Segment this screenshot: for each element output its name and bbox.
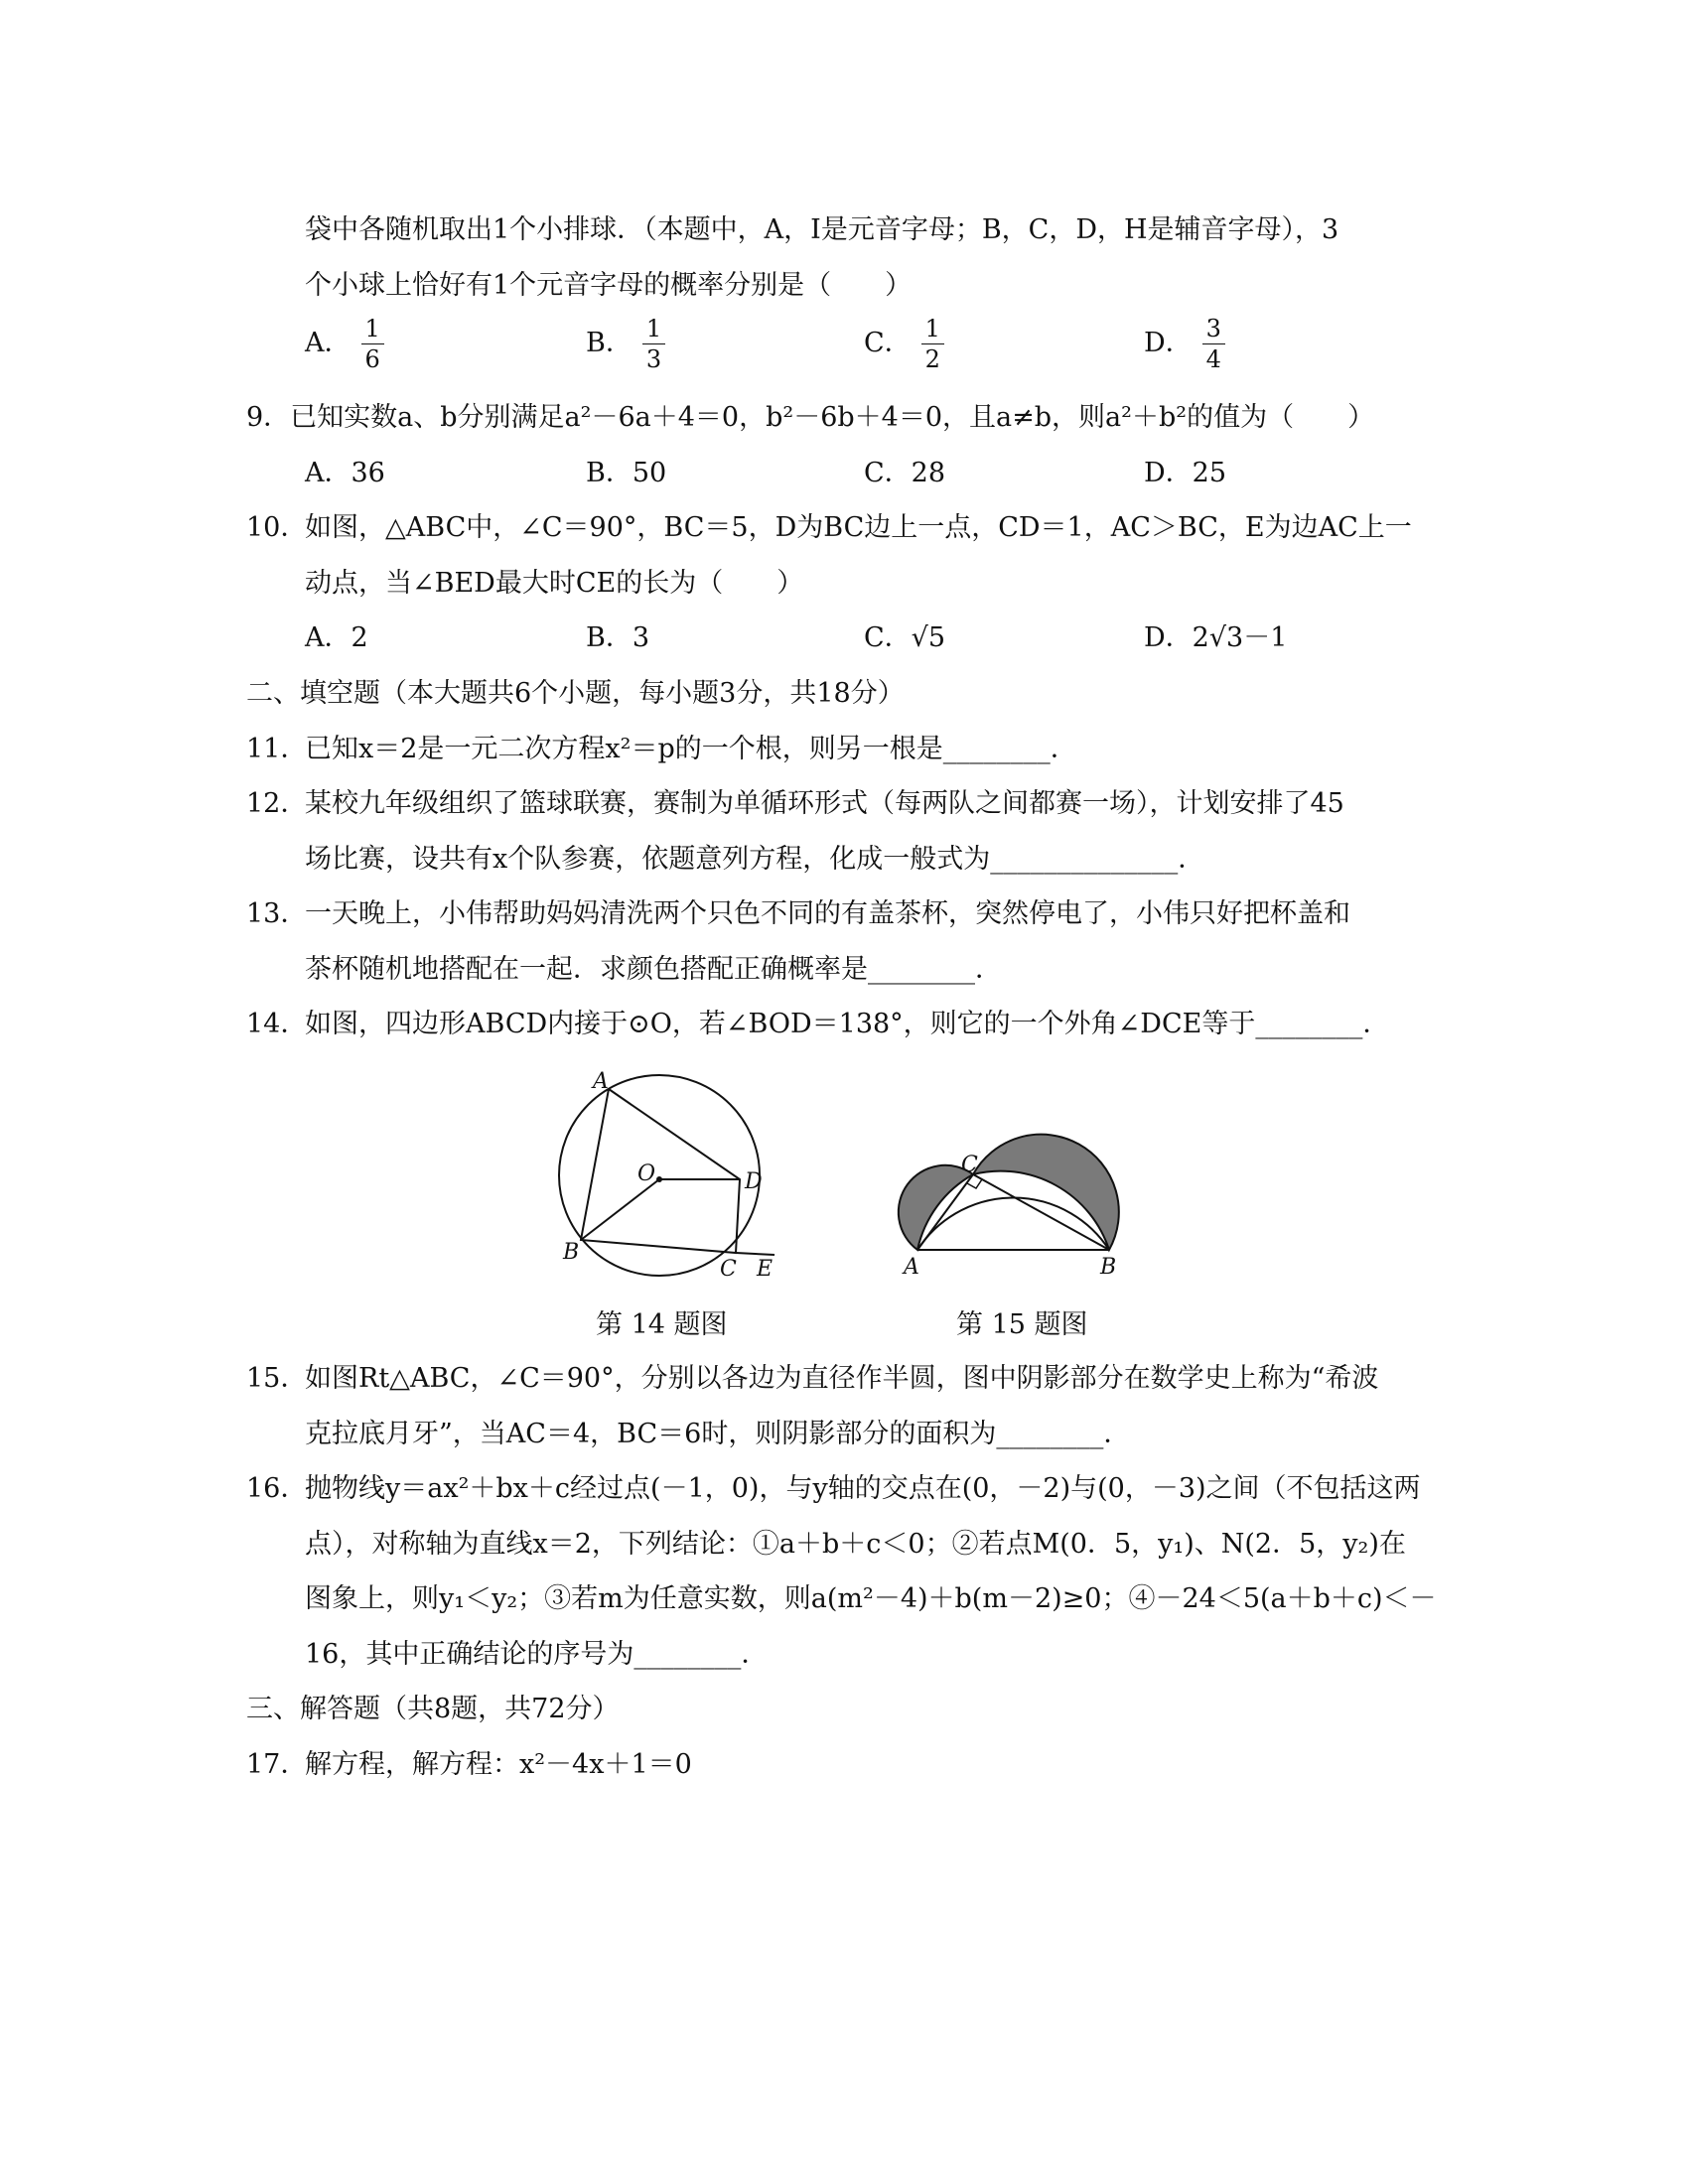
fraction: $\frac{3}{4}$ — [1202, 314, 1225, 374]
q8-line2: 个小球上恰好有1个元音字母的概率分别是（ ） — [305, 270, 913, 301]
q15-number: 15． — [246, 1363, 308, 1394]
figure-15-caption: 第 15 题图 — [956, 1309, 1088, 1340]
q14-line1: 如图，四边形ABCD内接于⊙O，若∠BOD＝138°，则它的一个外角∠DCE等于________． — [305, 1009, 1390, 1039]
section-2-heading: 二、填空题（本大题共6个小题，每小题3分，共18分） — [246, 678, 905, 709]
q16-line4: 16，其中正确结论的序号为________． — [305, 1639, 769, 1670]
lune-ac — [899, 1165, 973, 1250]
label-a: A — [904, 1255, 919, 1280]
q9-option-b: B．50 — [586, 458, 667, 488]
q15-line1: 如图Rt△ABC，∠C＝90°，分别以各边为直径作半圆，图中阴影部分在数学史上称为“希波 — [305, 1363, 1379, 1394]
center-dot — [656, 1176, 662, 1182]
q8-option-b: B． $\frac{1}{3}$ — [586, 314, 665, 374]
label-c: C — [720, 1257, 737, 1282]
q13-line1: 一天晚上，小伟帮助妈妈清洗两个只色不同的有盖茶杯，突然停电了，小伟只好把杯盖和 — [305, 898, 1350, 929]
q16-number: 16． — [246, 1473, 308, 1504]
figure-15 — [874, 1117, 1132, 1291]
q15-line2: 克拉底月牙”，当AC＝4，BC＝6时，则阴影部分的面积为________． — [305, 1419, 1131, 1449]
label-d: D — [745, 1169, 763, 1194]
q9-line1: 9．已知实数a、b分别满足a²－6a＋4＝0，b²－6b＋4＝0，且a≠b，则a²＋b²的值为（ ） — [246, 402, 1375, 433]
q10-number: 10． — [246, 512, 308, 543]
q8-option-d: D． $\frac{3}{4}$ — [1144, 314, 1225, 374]
q12-line1: 某校九年级组织了篮球联赛，赛制为单循环形式（每两队之间都赛一场），计划安排了45 — [305, 788, 1344, 819]
lune-bc — [973, 1135, 1119, 1250]
q13-number: 13． — [246, 898, 308, 929]
quadrilateral-abcd — [581, 1089, 740, 1253]
label-o: O — [637, 1161, 656, 1186]
section-3-heading: 三、解答题（共8题，共72分） — [246, 1694, 620, 1724]
q11-line1: 已知x＝2是一元二次方程x²＝p的一个根，则另一根是________． — [305, 734, 1077, 764]
label-a: A — [593, 1069, 609, 1094]
q16-line1: 抛物线y＝ax²＋bx＋c经过点(－1，0)，与y轴的交点在(0，－2)与(0，－3)之间（不包括这两 — [305, 1473, 1421, 1504]
label-c: C — [961, 1153, 978, 1177]
segment-ob — [581, 1179, 659, 1240]
q12-line2: 场比赛，设共有x个队参赛，依题意列方程，化成一般式为______________． — [305, 844, 1205, 875]
figure-14-caption: 第 14 题图 — [596, 1309, 728, 1340]
q12-number: 12． — [246, 788, 308, 819]
q16-line3: 图象上，则y₁＜y₂；③若m为任意实数，则a(m²－4)＋b(m－2)≥0；④－24＜5(a＋b＋c)＜－ — [305, 1583, 1437, 1614]
fraction: $\frac{1}{3}$ — [642, 314, 665, 374]
q8-line1: 袋中各随机取出1个小排球．（本题中，A，I是元音字母；B，C，D，H是辅音字母），3 — [305, 214, 1339, 245]
q10-option-a: A．2 — [305, 622, 368, 653]
q10-line2: 动点，当∠BED最大时CE的长为（ ） — [305, 568, 804, 599]
fraction: $\frac{1}{2}$ — [921, 314, 944, 374]
extension-ce — [736, 1253, 774, 1255]
label-b: B — [1100, 1255, 1117, 1280]
q10-line1: 如图，△ABC中，∠C＝90°，BC＝5，D为BC边上一点，CD＝1，AC＞BC，E为边AC上一 — [305, 512, 1412, 543]
q16-line2: 点），对称轴为直线x＝2，下列结论：①a＋b＋c＜0；②若点M(0．5，y₁)、N(2．5，y₂)在 — [305, 1529, 1406, 1560]
q9-option-d: D．25 — [1144, 458, 1227, 488]
label-b: B — [563, 1240, 580, 1265]
q13-line2: 茶杯随机地搭配在一起．求颜色搭配正确概率是________． — [305, 954, 1002, 985]
q10-option-d: D．2√3－1 — [1144, 622, 1288, 653]
q9-option-c: C．28 — [864, 458, 946, 488]
q8-option-a: A． $\frac{1}{6}$ — [305, 314, 384, 374]
q11-number: 11． — [246, 734, 308, 764]
q9-option-a: A．36 — [305, 458, 385, 488]
q17-number: 17． — [246, 1749, 308, 1780]
q10-option-b: B．3 — [586, 622, 650, 653]
q17-line1: 解方程，解方程：x²－4x＋1＝0 — [305, 1749, 692, 1780]
q8-option-c: C． $\frac{1}{2}$ — [864, 314, 944, 374]
figure-14 — [536, 1067, 794, 1291]
label-e: E — [757, 1257, 774, 1282]
fraction: $\frac{1}{6}$ — [361, 314, 384, 374]
q14-number: 14． — [246, 1009, 308, 1039]
semicircle-ab — [917, 1198, 1109, 1250]
q10-option-c: C．√5 — [864, 622, 946, 653]
